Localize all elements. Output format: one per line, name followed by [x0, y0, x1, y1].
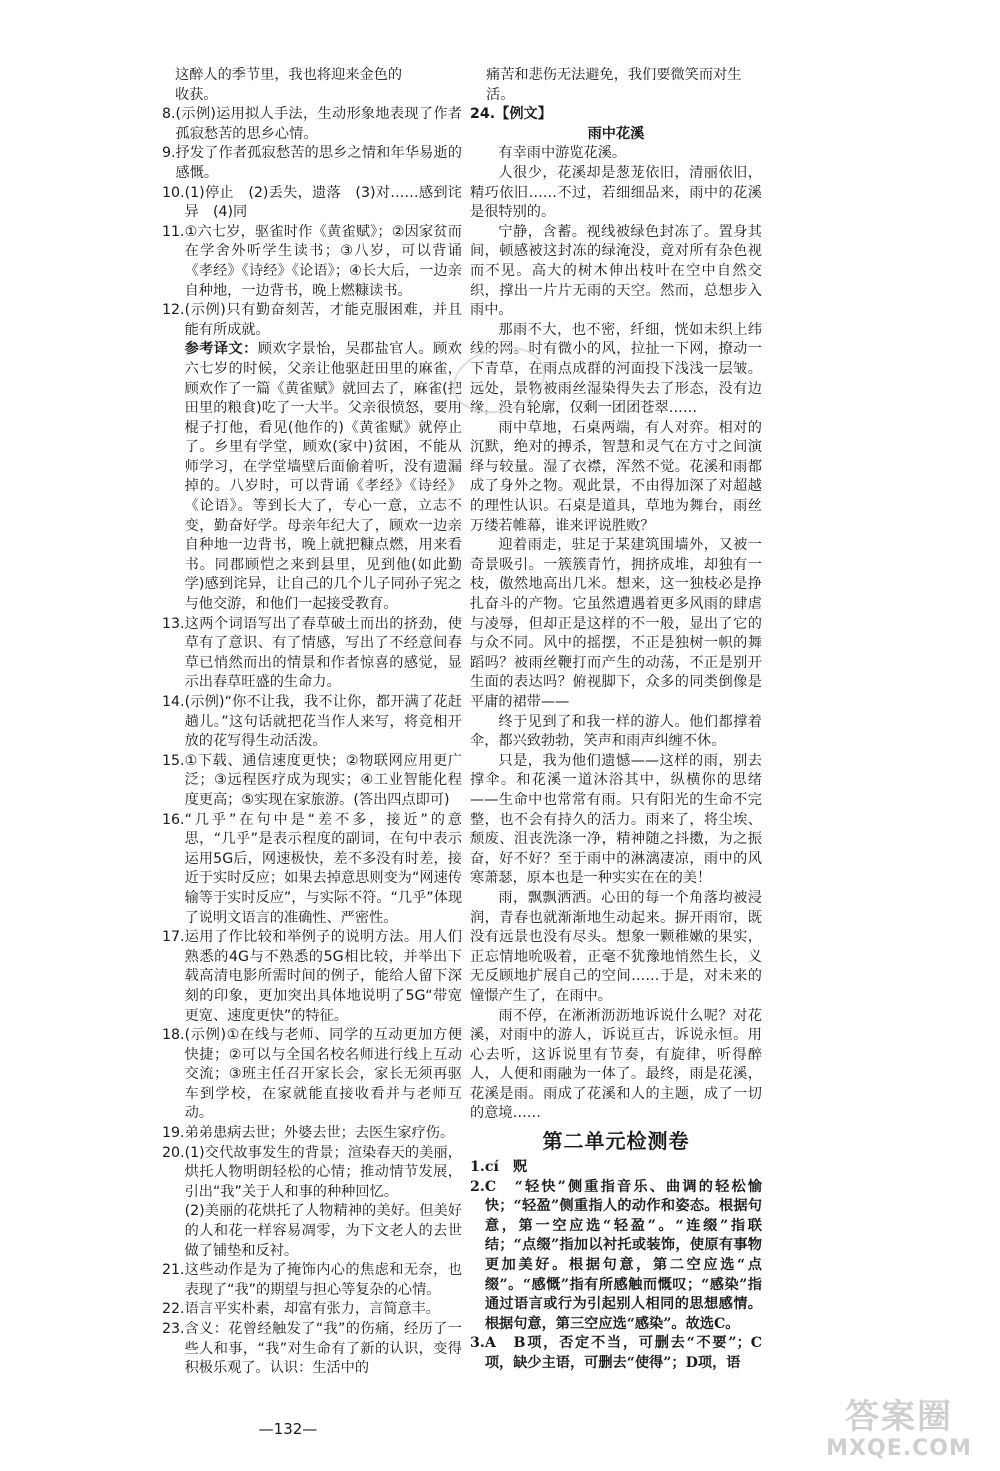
- watermark-line-1: 答案圈: [845, 1397, 953, 1437]
- essay-body: [470, 144, 762, 1124]
- essay-paragraph: 那雨不大，也不密，纤细，恍如未织上纬线的网。时有微小的风，拉扯一下网，撩动一下青草，在雨点成群的河面投下浅浅一层皱。远处，景物被雨丝湿染得失去了形态，没有边缘，没有轮廓，仅剩一团团苍翠……: [470, 321, 762, 417]
- answer-item-23: [162, 1320, 462, 1379]
- item-text: A B项，否定不当，可删去“不要”；C项，缺少主语，可删去“使得”；D项，语: [484, 1335, 762, 1371]
- item-number: 3.: [470, 1335, 485, 1352]
- continued-text: 收获。: [175, 86, 218, 103]
- item-number: 20.: [162, 1144, 185, 1161]
- item-part-1: (1)交代故事发生的背景；渲染春天的美丽，烘托人物明朗轻松的心情；推动情节发展，引出“我”关于人和事的种种回忆。: [184, 1144, 462, 1200]
- item-text: “几乎”在句中是“差不多，接近”的意思，“几乎”是表示程度的副词，在句中表示运用5G后，网速极快，差不多没有时差，接近于实时反应；如果去掉意思则变为“网速传输等于实时反应”，与实际不符。“几乎”体现了说明文语言的准确性、严密性。: [184, 811, 463, 926]
- answer-item-12: [162, 301, 462, 615]
- essay-paragraph: 雨，飘飘洒洒。心田的每一个角落均被浸润，青春也就渐渐地生动起来。摒开雨帘，既没有远景也没有尽头。想象一颗稚嫩的果实，正忘情地吮吸着，正毫不犹豫地悄然生长，义无反顾地扩展自己的空间……于是，对未来的憧憬产生了，在雨中。: [470, 889, 762, 1004]
- item-text: (示例)运用拟人手法，生动形象地表现了作者孤寂愁苦的思乡心情。: [175, 106, 462, 142]
- item-number: 23.: [162, 1321, 185, 1337]
- item-number: 2.: [470, 1178, 485, 1195]
- reference-translation-label: 参考译文：: [184, 341, 258, 358]
- item-text: C “轻快”侧重指音乐、曲调的轻松愉快；“轻盈”侧重指人的动作和姿态。根据句意，第一空应选“轻盈”。“连缀”指联结；“点缀”指加以衬托或装饰，使原有事物更加美好。根据句意，第二空应选“点缀”。“感慨”指有所感触而慨叹；“感染”指通过语言或行为引起别人相同的思想感情。根据句意，第三空应选“感染”。故选C。: [484, 1178, 762, 1332]
- essay-title: 雨中花溪: [587, 125, 645, 142]
- answer-item-3: [470, 1334, 762, 1373]
- answer-item-15: [162, 752, 462, 811]
- answer-item-21: [162, 1261, 462, 1300]
- item-number: 19.: [162, 1125, 185, 1142]
- section-title: 第二单元检测卷: [542, 1129, 690, 1154]
- answer-item-1: [470, 1158, 762, 1178]
- answer-item-19: [162, 1124, 462, 1144]
- item-number: 18.: [162, 1027, 185, 1044]
- answer-item-2: [470, 1178, 762, 1335]
- page-number: —132—: [258, 1420, 318, 1438]
- item-number: 15.: [162, 752, 185, 769]
- item-number: 1.: [470, 1159, 485, 1176]
- reference-translation: 顾欢字景怡，吴郡盐官人。顾欢六七岁的时候，父亲让他驱赶田里的麻雀，顾欢作了一篇《黄雀赋》就回去了，麻雀(把田里的粮食)吃了一大半。父亲很愤怒，要用棍子打他，看见(他作的)《黄雀赋》就停止了。乡里有学堂，顾欢(家中)贫困，不能从师学习，在学堂墙壁后面偷着听，没有遗漏掉的。八岁时，可以背诵《孝经》《诗经》《论语》。等到长大了，专心一意，立志不变，勤奋好学。母亲年纪大了，顾欢一边亲自种地一边背书，晚上就把糠点燃，用来看书。同郡顾恺之来到县里，见到他(如此勤学)感到诧异，让自己的几个儿子同孙子宪之与他交游，和他们一起接受教育。: [184, 341, 462, 613]
- item-text: 语言平实朴素，却富有张力，言简意丰。: [184, 1301, 440, 1318]
- answer-item-8: [162, 105, 462, 144]
- item-text: [185, 1144, 462, 1262]
- item-text: cí 贶: [484, 1159, 528, 1176]
- item-text: ①六七岁，驱雀时作《黄雀赋》；②因家贫而在学舍外听学生读书；③八岁，可以背诵《孝经》《诗经》《论语》；④长大后，一边亲自种地，一边背书，晚上燃糠读书。: [184, 223, 462, 299]
- item-text: 含义：花曾经触发了“我”的伤痛，经历了一些人和事，“我”对生命有了新的认识，变得积极乐观了。认识：生活中的: [184, 1321, 462, 1377]
- item-text: 这些动作是为了掩饰内心的焦虑和无奈，也表现了“我”的期望与担心等复杂的心情。: [184, 1262, 462, 1298]
- essay-paragraph: 雨中草地，石桌两端，有人对弈。相对的沉默，绝对的搏杀，智慧和灵气在方寸之间演绎与较量。湿了衣襟，浑然不觉。花溪和雨都成了身外之物。观此景，不由得加深了对超越的理性认识。石桌是道具，草地为舞台，雨丝万缕若帷幕，谁来评说胜败？: [470, 419, 762, 534]
- item-number: 21.: [162, 1262, 185, 1279]
- item-number: 16.: [162, 811, 185, 828]
- watermark-logo: [804, 1398, 994, 1462]
- item-text: 运用了作比较和举例子的说明方法。用人们熟悉的4G与不熟悉的5G相比较，并举出下载高清电影所需时间的例子，能给人留下深刻的印象，更加突出具体地说明了5G“带宽更宽、速度更快”的特征。: [184, 929, 462, 1024]
- item-number: 12.: [162, 302, 185, 319]
- right-column: [470, 66, 762, 1374]
- essay-paragraph: 有幸雨中游览花溪。: [498, 145, 627, 162]
- answer-item-17: [162, 928, 462, 1026]
- essay-paragraph: 宁静，含蓄。视线被绿色封冻了。置身其间，顿感被这封冻的绿淹没，竟对所有杂色视而不见。高大的树木伸出枝叶在空中自然交织，撑出一片片无雨的天空。然而，总想步入雨中。: [470, 223, 762, 319]
- item-number: 9.: [162, 145, 176, 162]
- continued-text: 痛苦和悲伤无法避免，我们要微笑而对生活。: [486, 67, 742, 103]
- example-essay-label: 24.【例文】: [470, 106, 552, 123]
- item-number: 17.: [162, 929, 185, 946]
- answer-item-14: [162, 693, 462, 752]
- answer-item-10: [162, 184, 462, 223]
- continued-text: 这醉人的季节里，我也将迎来金色的: [175, 67, 403, 83]
- item-answer: (示例)只有勤奋刻苦，才能克服困难，并且能有所成就。: [184, 302, 462, 338]
- item-text: 弟弟患病去世；外婆去世；去医生家疗伤。: [184, 1125, 455, 1142]
- answer-item-22: [162, 1300, 462, 1320]
- item-text: (1)停止 (2)丢失，遗落 (3)对……感到诧异 (4)同: [184, 184, 462, 221]
- essay-paragraph: 只是，我为他们遗憾——这样的雨，别去撑伞。和花溪一道沐浴其中，纵横你的思绪——生命中也常常有雨。只有阳光的生命不完整，也不会有持久的活力。雨来了，将尘埃、颓废、沮丧洗涤一净，精神随之抖擞，为之振奋，好不好？至于雨中的淋漓凄凉，雨中的风寒萧瑟，原本也是一种实实在在的美！: [470, 752, 762, 887]
- answer-item-13: [162, 615, 462, 693]
- item-text: (示例)“你不让我，我不让你，都开满了花赶趟儿。”这句话就把花当作人来写，将竞相开放的花写得生动活泼。: [184, 694, 462, 750]
- item-part-2: (2)美丽的花烘托了人物精神的美好。但美好的人和花一样容易凋零，为下文老人的去世做了铺垫和反衬。: [184, 1203, 462, 1259]
- item-number: 8.: [162, 106, 176, 123]
- item-text: ①下载、通信速度更快；②物联网应用更广泛；③远程医疗成为现实；④工业智能化程度更高；⑤实现在家旅游。(答出四点即可): [184, 752, 462, 808]
- essay-paragraph: 迎着雨走，驻足于某建筑围墙外，又被一奇景吸引。一簇簇青竹，拥挤成堆，却独有一枝，傲然地高出几米。想来，这一独枝必是挣扎奋斗的产物。它虽然遭遇着更多风雨的肆虐与凌辱，但却正是这样的不一般，显出了它的与众不同。风中的摇摆，不正是独树一帜的舞蹈吗？被雨丝鞭打而产生的动荡，不正是别开生面的表达吗？俯视脚下，众多的同类倒像是平庸的裙带——: [470, 537, 762, 710]
- answer-item-16: [162, 811, 462, 929]
- answer-item-11: [162, 223, 462, 301]
- item-text: (示例)①在线与老师、同学的互动更加方便快捷；②可以与全国名校名师进行线上互动交流；③班主任召开家长会，家长无须再驱车到学校，在家就能直接收看并与老师互动。: [184, 1027, 462, 1122]
- item-number: 14.: [162, 694, 185, 710]
- item-text: 抒发了作者孤寂愁苦的思乡之情和年华易逝的感慨。: [175, 145, 462, 181]
- answer-item-9: [162, 144, 462, 183]
- item-number: 22.: [162, 1301, 185, 1318]
- item-number: 10.: [162, 184, 185, 201]
- essay-paragraph: 终于见到了和我一样的游人。他们都撑着伞，都兴致勃勃，笑声和雨声纠缠不休。: [470, 713, 762, 750]
- essay-paragraph: 人很少，花溪却是葱茏依旧，清丽依旧，精巧依旧……不过，若细细品来，雨中的花溪是很特别的。: [470, 164, 762, 221]
- item-text: [185, 301, 462, 615]
- item-number: 11.: [162, 223, 185, 240]
- item-number: 13.: [162, 615, 185, 632]
- item-text: 这两个词语写出了春草破土而出的挤劲，使草有了意识、有了情感，写出了不经意间春草已悄然而出的情景和作者惊喜的感觉，显示出春草旺盛的生命力。: [184, 615, 462, 691]
- answer-item-18: [162, 1026, 462, 1124]
- essay-paragraph: 雨不停，在淅淅沥沥地诉说什么呢？对花溪，对雨中的游人，诉说亘古，诉说永恒。用心去听，这诉说里有节奏，有旋律，听得醉人，人便和雨融为一体了。最终，雨是花溪，花溪是雨。雨成了花溪和人的主题，成了一切的意境……: [470, 1007, 762, 1122]
- watermark-line-2: MXQE.COM: [826, 1436, 972, 1461]
- answer-item-20: [162, 1144, 462, 1262]
- left-column: [162, 66, 462, 1379]
